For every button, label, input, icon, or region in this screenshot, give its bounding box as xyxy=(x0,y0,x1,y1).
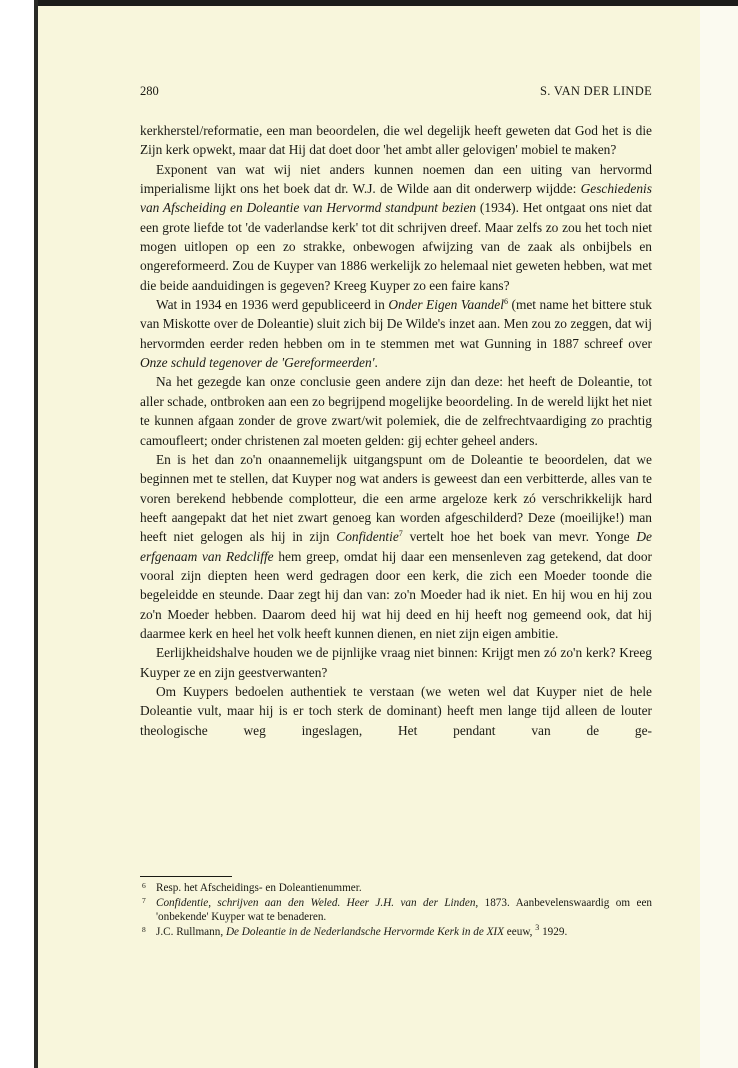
paragraph-3-text-a: Wat in 1934 en 1936 werd gepubliceerd in xyxy=(156,297,389,313)
footnote-8-text-c: eeuw, xyxy=(504,925,536,938)
paragraph-4 xyxy=(140,372,652,449)
book-title-geschiedenis: Geschiedenis van Afscheiding en Doleantie van Hervormd standpunt bezien xyxy=(140,181,652,216)
paragraph-5-text-a: En is het dan zo'n onaannemelijk uitgangspunt om de Doleantie te beoordelen, dat we beginnen met te stellen, dat Kuyper nog wat anders is geweest dan een verbitterde, alles van te voren berekend hebbende complotteur, die een arme argeloze kerk zó verschrikkelijk hard heeft aangepakt dat het niet zwart genoeg kan worden afgeschilderd? Deze (moeilijke!) man heeft niet gelogen als hij in zijn xyxy=(140,451,652,545)
title-confidentie: Confidentie xyxy=(336,529,399,545)
footnote-mark-7: 7 xyxy=(142,895,146,905)
title-onze-schuld: Onze schuld tegenover de 'Gereformeerden' xyxy=(140,355,375,371)
footnote-ref-6: 6 xyxy=(503,297,508,307)
footnote-8-year: 1929. xyxy=(539,925,568,938)
paragraph-6 xyxy=(140,643,652,682)
paragraph-5-text-e: hem greep, omdat hij daar een mensenleven zag getekend, dat door vooral zijn diepten heen werd gedragen door een kerk, die zich een Moeder toonde die begeleidde en steunde. Daar zegt hij dan van: zo'n Moeder had ik niet. En hij wou en hij zou zo'n Moeder hebben. Daarom deed hij wat hij deed en hij heeft nog gemeend ook, dat hij daarmee kerk en heel het volk heeft kunnen dienen, en niet zijn eigen ambitie. xyxy=(140,548,652,641)
footnote-7-title: Confidentie, schrijven aan den Weled. Heer J.H. van der Linden, xyxy=(156,896,479,909)
paragraph-3-text-e: . xyxy=(374,355,378,371)
paragraph-4-text: Na het gezegde kan onze conclusie geen andere zijn dan deze: het heeft de Doleantie, tot aller schade, ontbroken aan een zo begrijpend mogelijke beoordeling. In de wereld lijkt het niet te kunnen afgaan zonder de grove zwart/wit polemiek, die de zelfrechtvaardiging zo prachtig camoufleert; onder christenen zal moeten gelden: gij echter geheel anders. xyxy=(140,374,652,448)
paragraph-5 xyxy=(140,450,652,643)
footnote-8-edition: 3 xyxy=(535,922,540,932)
paragraph-5-text-c: vertelt hoe het boek van mevr. Yonge xyxy=(402,529,637,545)
scan-margin-right xyxy=(700,6,738,1068)
paragraph-2-text-c: (1934). Het ontgaat ons niet dat een grote liefde tot 'de vaderlandse kerk' tot dit schrijven dreef. Maar zelfs zo zou het toch niet mogen uitlopen op een zo strakke, onbewogen afwijzing van de zaak als onbijbels en ongereformeerd. Zou de Kuyper van 1886 werkelijk zo helemaal niet geweten hebben, wat met die beide aanduidingen is gegeven? Kreeg Kuyper zo een faire kans? xyxy=(140,200,652,293)
footnote-rule xyxy=(140,876,232,877)
paragraph-7 xyxy=(140,682,652,740)
page-number: 280 xyxy=(140,84,159,98)
footnote-8 xyxy=(140,922,652,940)
paragraph-7-text: Om Kuypers bedoelen authentiek te verstaan (we weten wel dat Kuyper niet de hele Doleantie vult, maar hij is er toch sterk de dominant) heeft men lange tijd alleen de louter theologische weg ingeslagen, Het pendant van de ge- xyxy=(140,683,652,738)
footnote-mark-8: 8 xyxy=(142,924,146,934)
footnote-8-title: De Doleantie in de Nederlandsche Hervormde Kerk in de XIX xyxy=(225,925,504,938)
paragraph-3 xyxy=(140,295,652,372)
paragraph-2-text-a: Exponent van wat wij niet anders kunnen noemen dan een uiting van hervormd imperialisme lijkt ons het boek dat dr. W.J. de Wilde aan dit onderwerp wijdde: xyxy=(140,161,652,197)
body-text xyxy=(140,121,652,740)
paragraph-2 xyxy=(140,160,652,295)
footnote-mark-6: 6 xyxy=(142,881,146,890)
paragraph-3-text-c: (met name het bittere stuk van Miskotte over de Doleantie) sluit zich bij De Wilde's inzet aan. Men zou zo zeggen, dat wij hervormden eerder reden hebben om in te stemmen met wat Gunning in 1887 schreef over xyxy=(140,297,652,351)
paragraph-1-text: kerkherstel/reformatie, een man beoordelen, die wel degelijk heeft geweten dat God het is die Zijn kerk opwekt, maar dat Hij dat doet door 'het ambt aller gelovigen' mobiel te maken? xyxy=(140,123,652,158)
paragraph-1 xyxy=(140,121,652,160)
paragraph-6-text: Eerlijkheidshalve houden we de pijnlijke vraag niet binnen: Krijgt men zó zo'n kerk? Kreeg Kuyper ze en zijn geestverwanten? xyxy=(140,645,652,680)
footnote-8-author: J.C. Rullmann, xyxy=(156,925,226,938)
footnote-6 xyxy=(140,881,652,896)
title-erfgenaam-van-redcliffe: De erfgenaam van Redcliffe xyxy=(140,529,652,564)
running-title: S. VAN DER LINDE xyxy=(540,84,652,98)
journal-title-onder-eigen-vaandel: Onder Eigen Vaandel xyxy=(388,297,504,313)
footnote-7 xyxy=(140,896,652,925)
footnote-7-text: 1873. Aanbevelenswaardig om een 'onbekende' Kuyper wat te benaderen. xyxy=(156,896,653,924)
running-head xyxy=(140,82,652,100)
footnote-6-text: Resp. het Afscheidings- en Doleantienummer. xyxy=(156,882,362,894)
footnote-ref-7: 7 xyxy=(398,529,403,539)
footnotes xyxy=(140,881,652,939)
